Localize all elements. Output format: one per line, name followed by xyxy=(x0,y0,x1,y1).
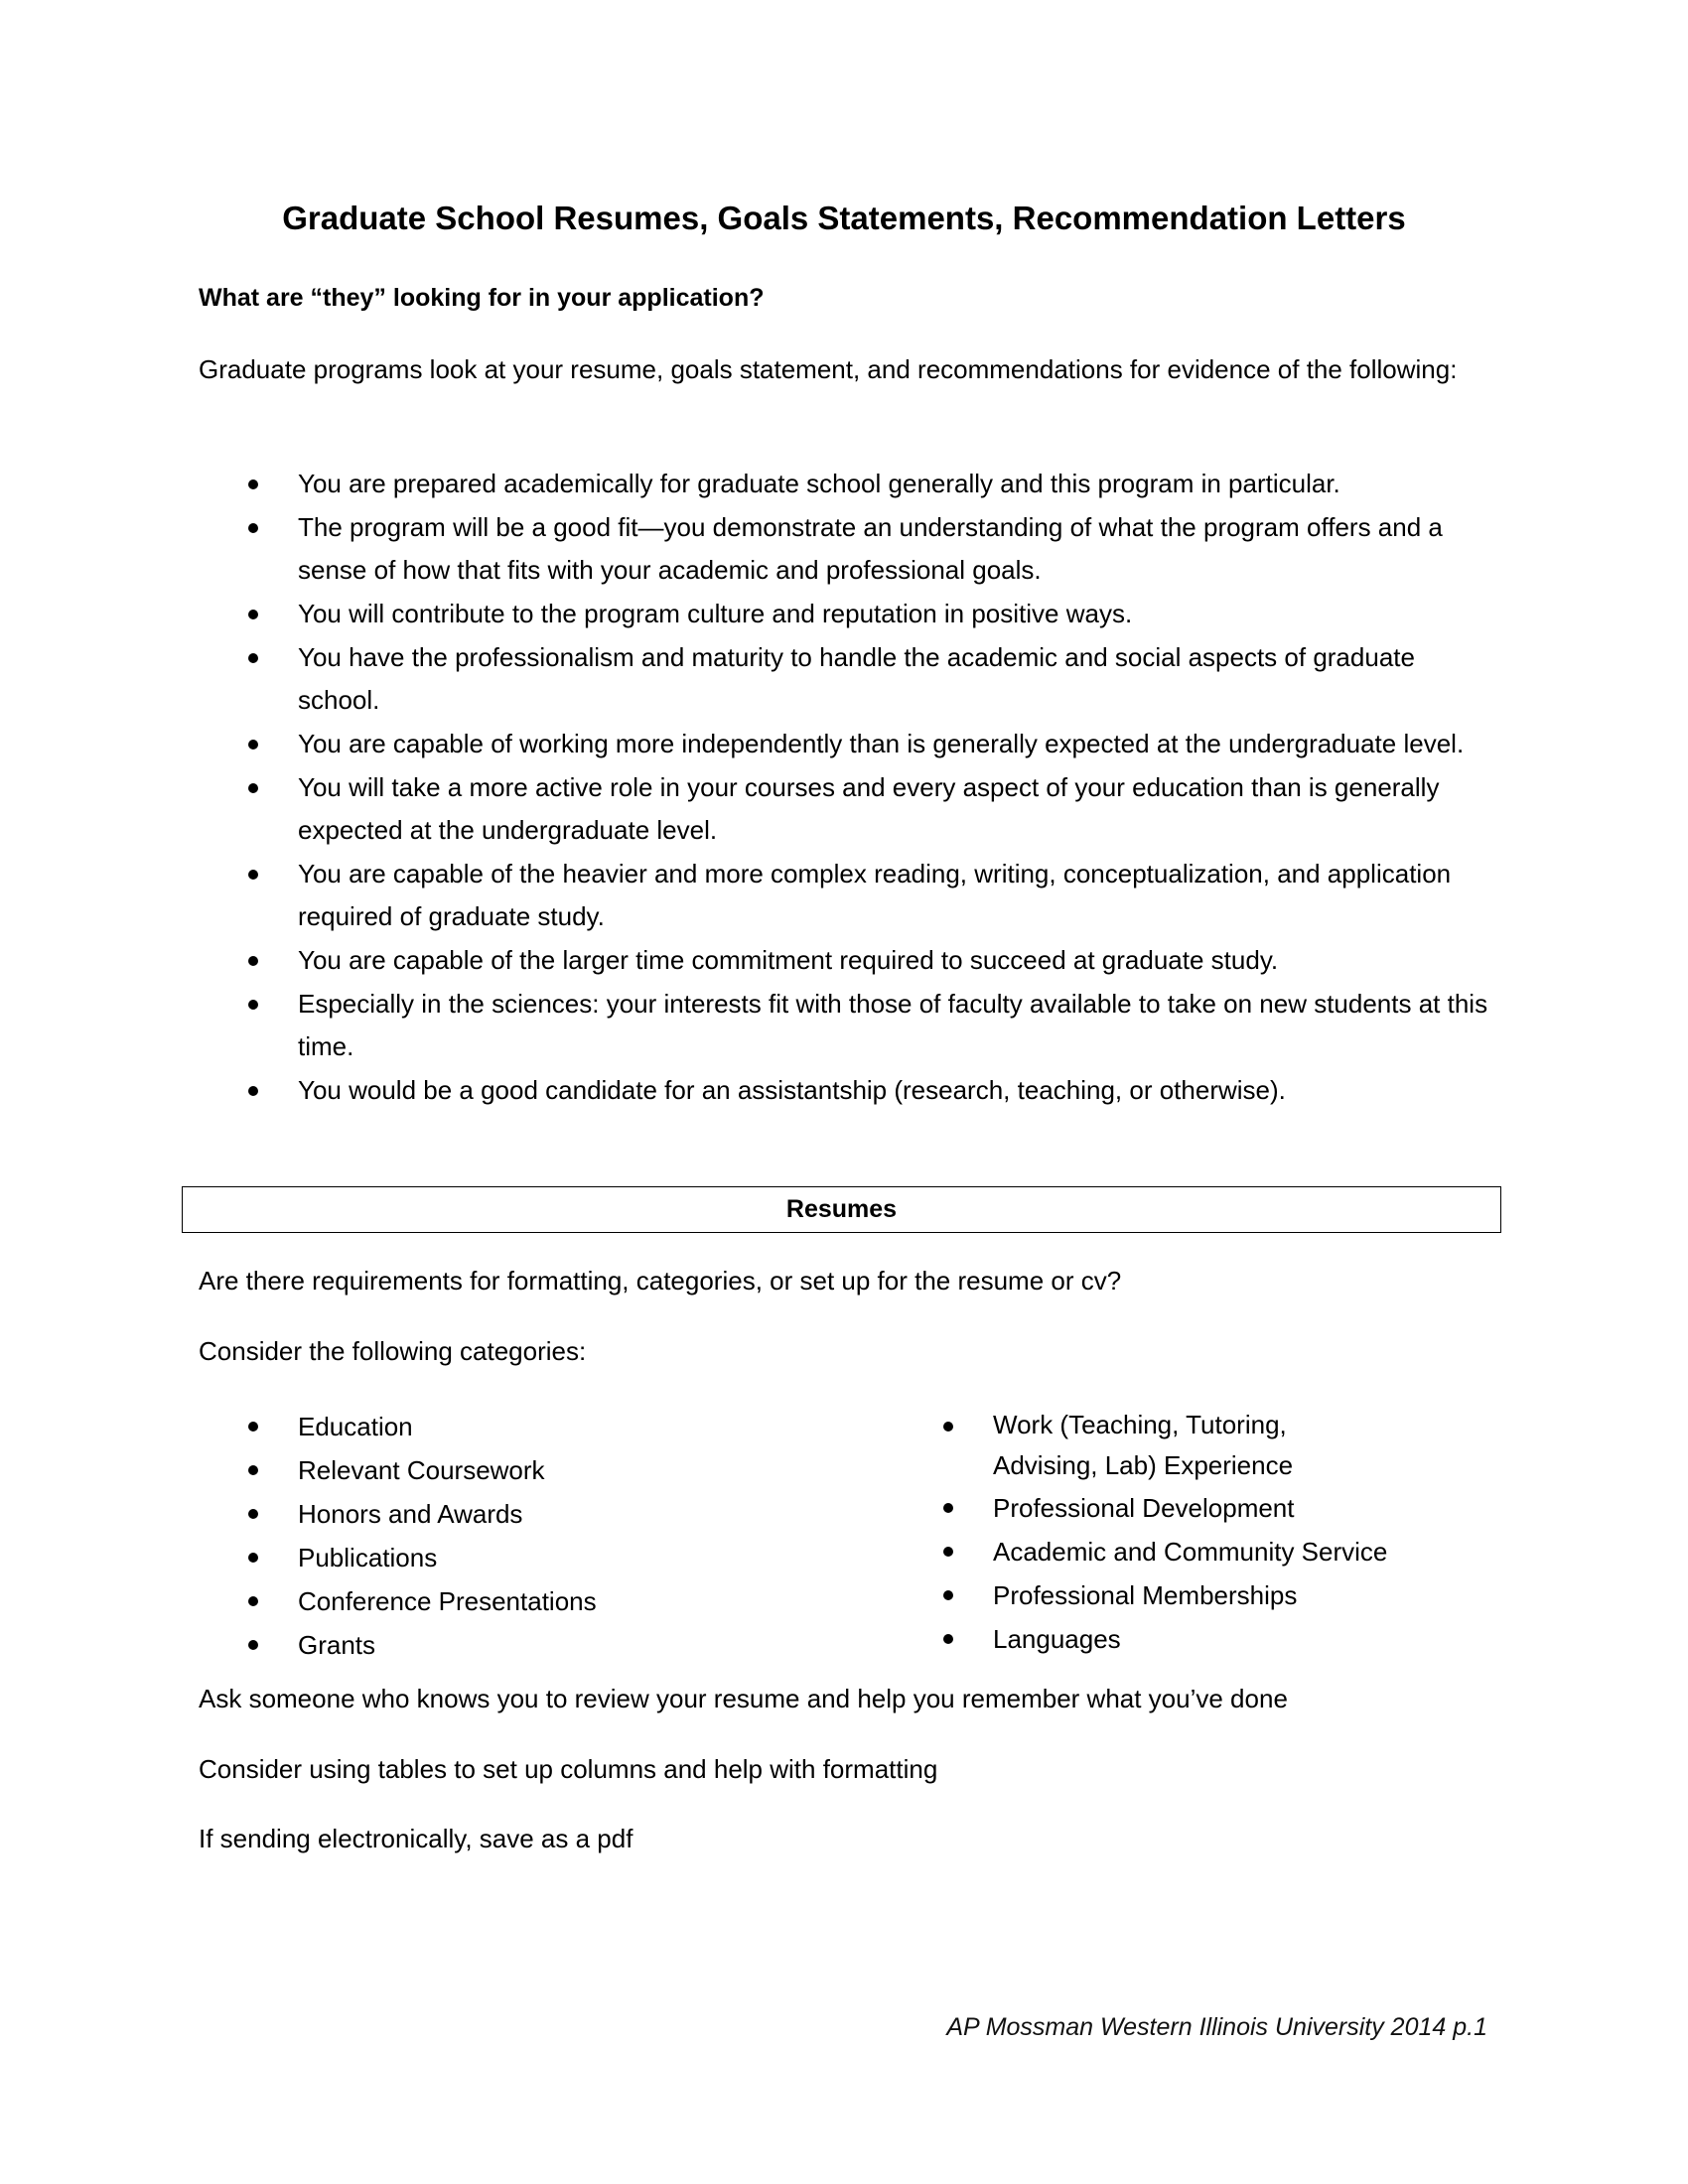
list-item: Publications xyxy=(199,1536,844,1579)
bullet-icon xyxy=(248,870,258,880)
document-title: Graduate School Resumes, Goals Statements, Recommendation Letters xyxy=(282,200,1406,236)
bullet-icon xyxy=(943,1422,953,1432)
evidence-list xyxy=(199,463,1489,1113)
tip-tables: Consider using tables to set up columns and help with formatting xyxy=(199,1754,938,1784)
bullet-icon xyxy=(248,479,258,489)
list-item: You are capable of the larger time commitment required to succeed at graduate study. xyxy=(199,939,1489,982)
list-item: You are capable of the heavier and more complex reading, writing, conceptualization, and application required of graduate study. xyxy=(199,853,1489,938)
tip-review: Ask someone who knows you to review your resume and help you remember what you’ve done xyxy=(199,1684,1288,1713)
bullet-icon xyxy=(248,653,258,663)
bullet-icon xyxy=(248,1000,258,1010)
bullet-icon xyxy=(943,1547,953,1557)
bullet-icon xyxy=(248,1465,258,1475)
list-item: Especially in the sciences: your interests fit with those of faculty available to take on new students at this time. xyxy=(199,983,1489,1068)
bullet-icon xyxy=(248,1640,258,1650)
list-item: Conference Presentations xyxy=(199,1579,844,1623)
list-item: You would be a good candidate for an assistantship (research, teaching, or otherwise). xyxy=(199,1069,1489,1112)
bullet-icon xyxy=(248,1509,258,1519)
list-item: Grants xyxy=(199,1623,844,1667)
bullet-icon xyxy=(943,1503,953,1513)
section-heading-resumes: Resumes xyxy=(182,1186,1501,1233)
bullet-icon xyxy=(248,1422,258,1432)
bullet-icon xyxy=(248,1086,258,1096)
resume-requirements-question: Are there requirements for formatting, categories, or set up for the resume or cv? xyxy=(199,1266,1122,1296)
bullet-icon xyxy=(248,523,258,533)
categories-list-left xyxy=(199,1405,844,1667)
list-item: You are prepared academically for graduate school generally and this program in particular. xyxy=(199,463,1489,505)
intro-paragraph: Graduate programs look at your resume, goals statement, and recommendations for evidence of the following: xyxy=(199,354,1458,384)
page-footer: AP Mossman Western Illinois University 2014 p.1 xyxy=(946,2013,1487,2041)
list-item: You will contribute to the program culture and reputation in positive ways. xyxy=(199,593,1489,635)
bullet-icon xyxy=(248,740,258,750)
list-item: Honors and Awards xyxy=(199,1492,844,1536)
bullet-icon xyxy=(943,1634,953,1644)
list-item: Languages xyxy=(894,1617,1489,1661)
bullet-icon xyxy=(248,610,258,619)
categories-list-right xyxy=(894,1405,1489,1661)
bullet-icon xyxy=(248,1553,258,1563)
section-question: What are “they” looking for in your application? xyxy=(199,284,765,312)
list-item: Work (Teaching, Tutoring, Advising, Lab) Experience xyxy=(894,1405,1489,1486)
bullet-icon xyxy=(248,783,258,793)
bullet-icon xyxy=(943,1590,953,1600)
list-item: The program will be a good fit—you demonstrate an understanding of what the program offers and a sense of how that fits with your academic and professional goals. xyxy=(199,506,1489,592)
list-item: You will take a more active role in your courses and every aspect of your education than is generally expected at the undergraduate level. xyxy=(199,766,1489,852)
list-item: Academic and Community Service xyxy=(894,1530,1489,1573)
bullet-icon xyxy=(248,1596,258,1606)
list-item: You have the professionalism and maturity to handle the academic and social aspects of graduate school. xyxy=(199,636,1489,722)
bullet-icon xyxy=(248,956,258,966)
list-item: Professional Development xyxy=(894,1486,1489,1530)
tip-pdf: If sending electronically, save as a pdf xyxy=(199,1824,633,1853)
list-item: Relevant Coursework xyxy=(199,1448,844,1492)
list-item: Professional Memberships xyxy=(894,1573,1489,1617)
list-item: You are capable of working more independently than is generally expected at the undergraduate level. xyxy=(199,723,1489,765)
categories-intro: Consider the following categories: xyxy=(199,1336,587,1366)
list-item: Education xyxy=(199,1405,844,1448)
